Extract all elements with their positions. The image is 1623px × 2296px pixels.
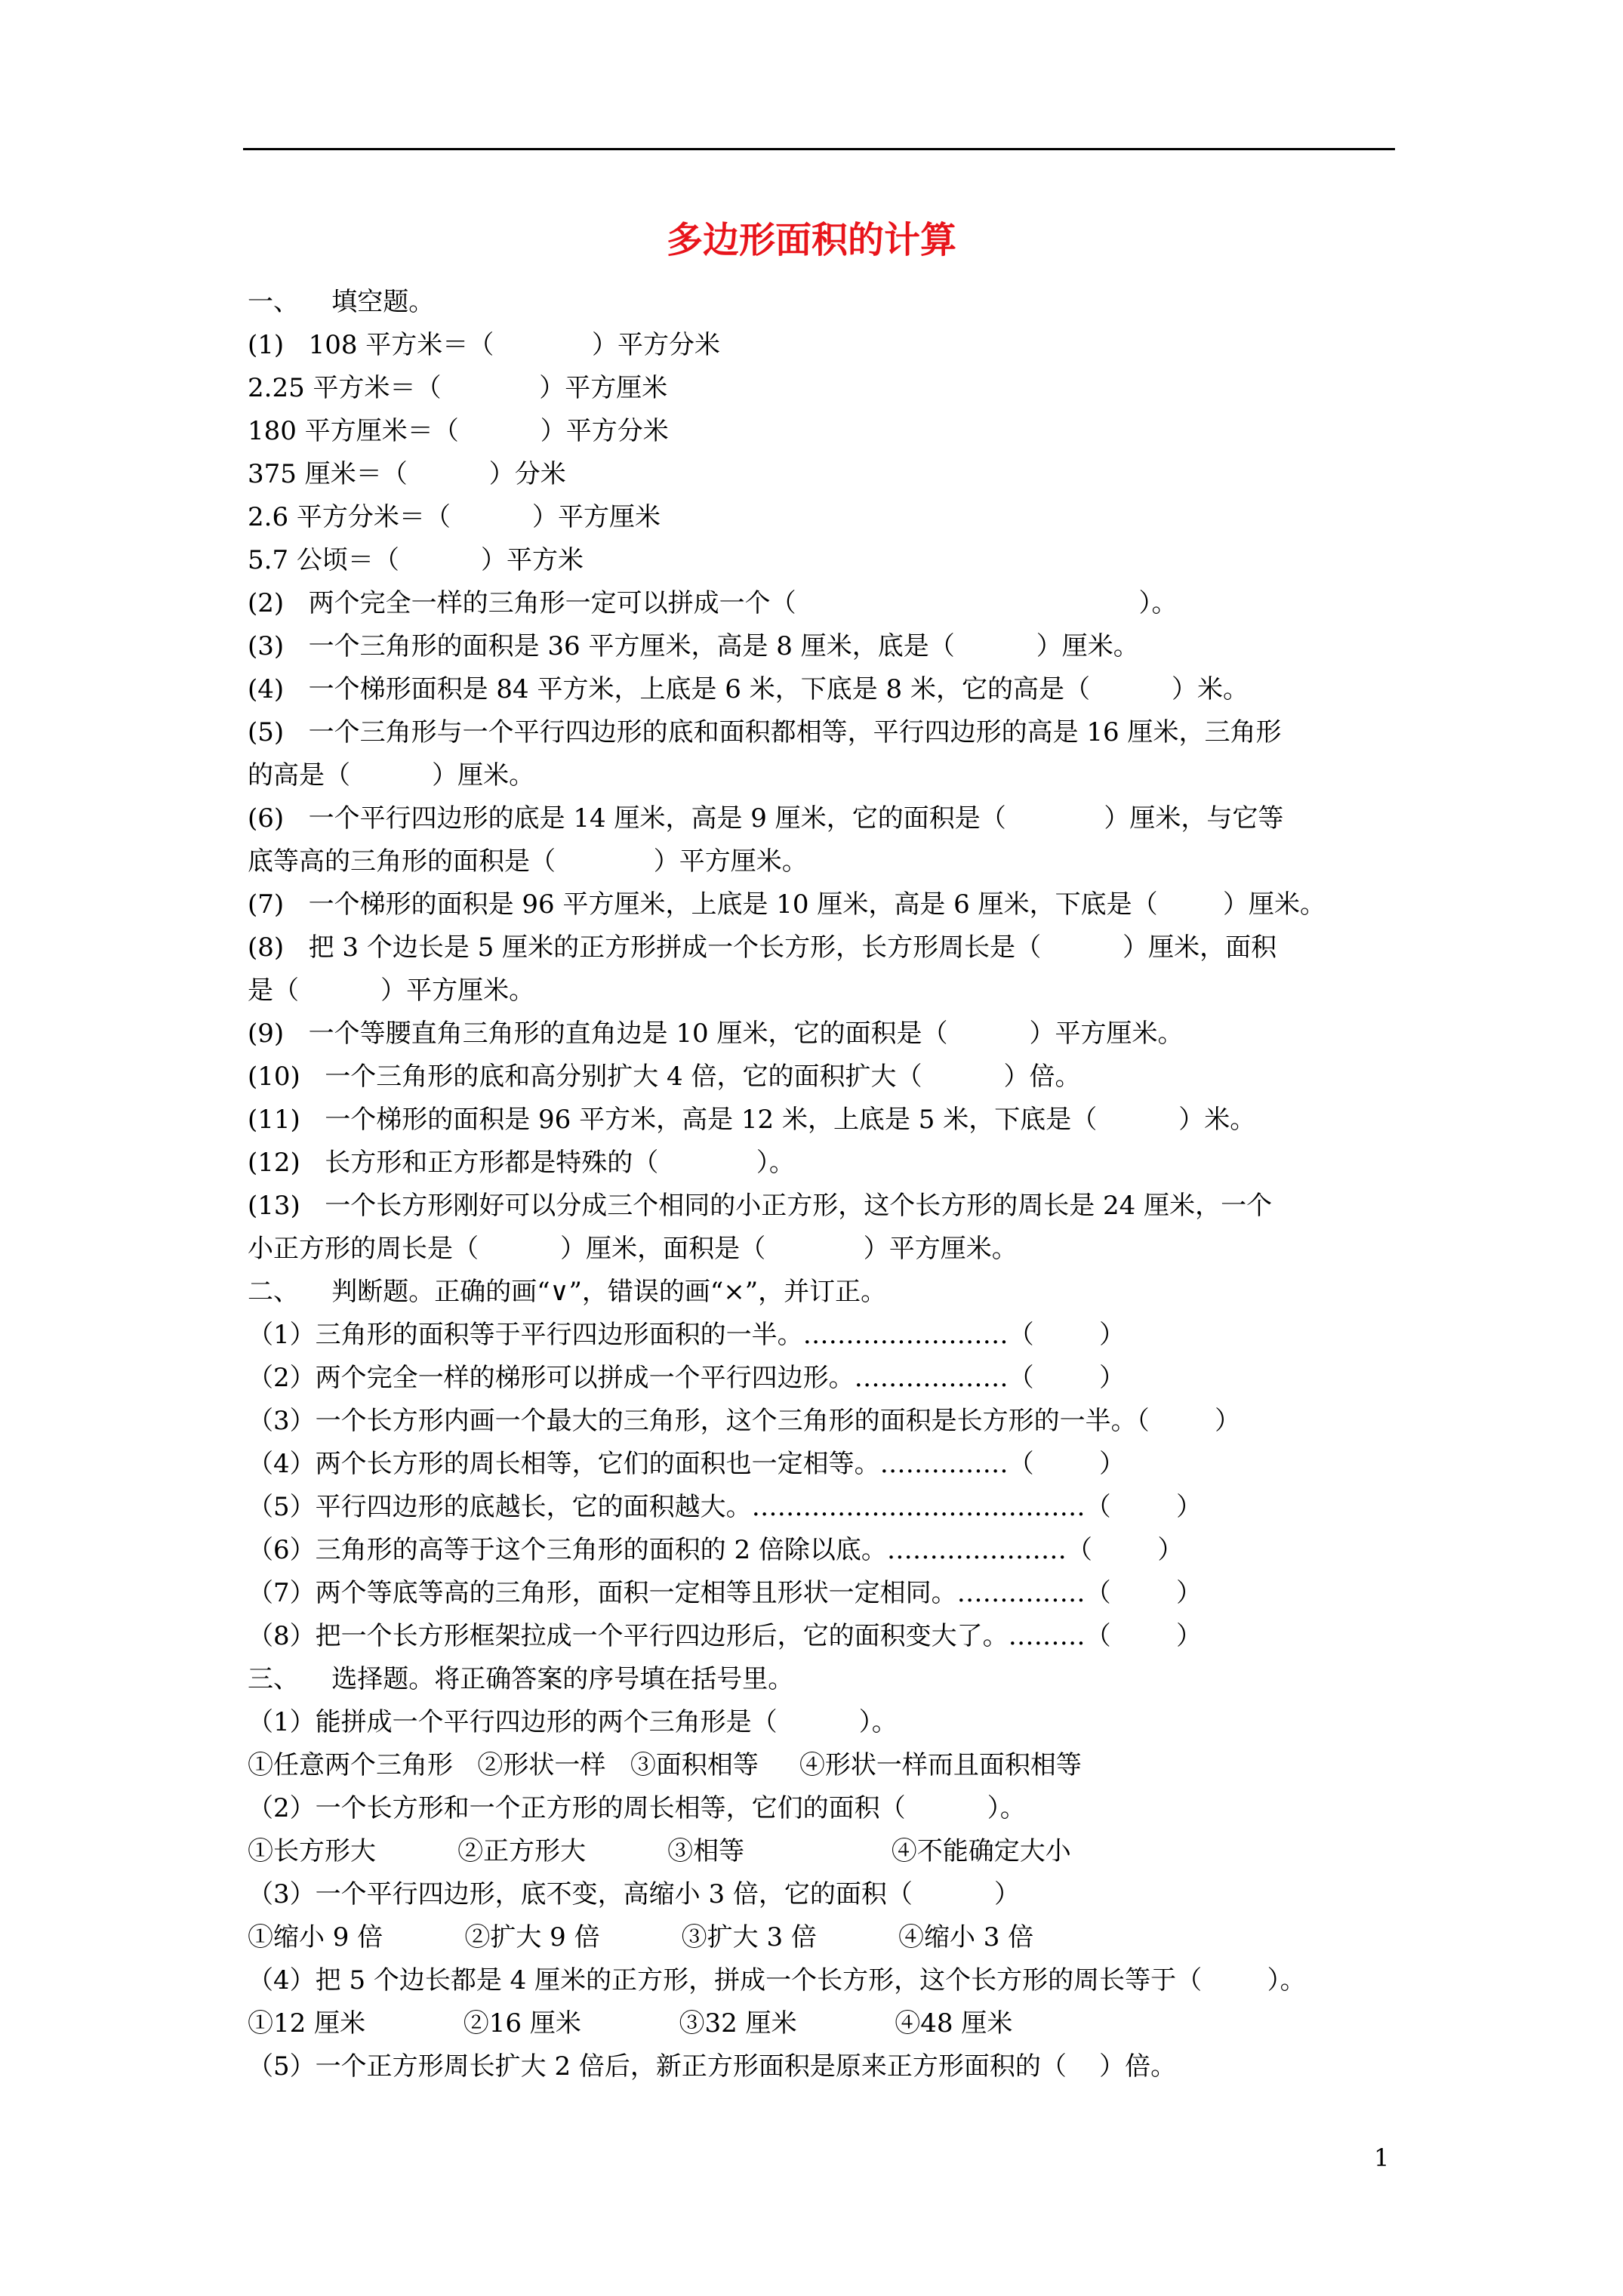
text-line: ①缩小 9 倍 ②扩大 9 倍 ③扩大 3 倍 ④缩小 3 倍 xyxy=(248,1922,1034,1952)
text-line: （3）一个长方形内画一个最大的三角形，这个三角形的面积是长方形的一半。（ ） xyxy=(248,1406,1241,1436)
text-line: （4）把 5 个边长都是 4 厘米的正方形，拼成一个长方形，这个长方形的周长等于（ ）。 xyxy=(248,1965,1306,1996)
text-line: (9) 一个等腰直角三角形的直角边是 10 厘米，它的面积是（ ）平方厘米。 xyxy=(248,1019,1184,1049)
text-line: 是（ ）平方厘米。 xyxy=(248,975,535,1006)
text-line: （3）一个平行四边形，底不变，高缩小 3 倍，它的面积（ ） xyxy=(248,1879,1020,1909)
text-line: 5.7 公顷＝（ ）平方米 xyxy=(248,545,584,575)
text-line: 180 平方厘米＝（ ）平方分米 xyxy=(248,416,669,446)
text-line: (2) 两个完全一样的三角形一定可以拼成一个（ ）。 xyxy=(248,588,1178,618)
text-line: ①任意两个三角形 ②形状一样 ③面积相等 ④形状一样而且面积相等 xyxy=(248,1750,1082,1780)
text-line: （1）能拼成一个平行四边形的两个三角形是（ ）。 xyxy=(248,1707,898,1737)
text-line: （5）平行四边形的底越长，它的面积越大。…………………………………（ ） xyxy=(248,1492,1203,1522)
text-line: （7）两个等底等高的三角形，面积一定相等且形状一定相同。……………（ ） xyxy=(248,1578,1203,1608)
text-line: (10) 一个三角形的底和高分别扩大 4 倍，它的面积扩大（ ）倍。 xyxy=(248,1062,1081,1092)
page-number: 1 xyxy=(1374,2143,1390,2172)
text-line: （2）两个完全一样的梯形可以拼成一个平行四边形。………………（ ） xyxy=(248,1363,1126,1393)
text-line: (12) 长方形和正方形都是特殊的（ ）。 xyxy=(248,1148,795,1178)
text-line: 一、 填空题。 xyxy=(248,287,435,317)
text-line: (6) 一个平行四边形的底是 14 厘米，高是 9 厘米，它的面积是（ ）厘米，与它等 xyxy=(248,803,1284,834)
text-line: (8) 把 3 个边长是 5 厘米的正方形拼成一个长方形，长方形周长是（ ）厘米，面积 xyxy=(248,932,1277,963)
text-line: (4) 一个梯形面积是 84 平方米，上底是 6 米，下底是 8 米，它的高是（ ）米。 xyxy=(248,674,1249,704)
page-title: 多边形面积的计算 xyxy=(666,219,956,261)
text-line: 2.6 平方分米＝（ ）平方厘米 xyxy=(248,502,661,532)
text-line: (3) 一个三角形的面积是 36 平方厘米，高是 8 厘米，底是（ ）厘米。 xyxy=(248,631,1139,661)
text-line: 二、 判断题。正确的画“∨”，错误的画“×”，并订正。 xyxy=(248,1277,887,1307)
text-line: （8）把一个长方形框架拉成一个平行四边形后，它的面积变大了。………（ ） xyxy=(248,1621,1203,1651)
text-line: 底等高的三角形的面积是（ ）平方厘米。 xyxy=(248,846,808,877)
text-line: （2）一个长方形和一个正方形的周长相等，它们的面积（ ）。 xyxy=(248,1793,1026,1823)
header-rule xyxy=(243,148,1395,150)
text-line: （6）三角形的高等于这个三角形的面积的 2 倍除以底。…………………（ ） xyxy=(248,1535,1184,1565)
text-line: (5) 一个三角形与一个平行四边形的底和面积都相等，平行四边形的高是 16 厘米，三角形 xyxy=(248,717,1282,747)
text-line: ①12 厘米 ②16 厘米 ③32 厘米 ④48 厘米 xyxy=(248,2008,1013,2039)
text-line: （4）两个长方形的周长相等，它们的面积也一定相等。……………（ ） xyxy=(248,1449,1126,1479)
text-line: 375 厘米＝（ ）分米 xyxy=(248,459,566,489)
document-body xyxy=(248,281,1395,2088)
text-line: （1）三角形的面积等于平行四边形面积的一半。……………………（ ） xyxy=(248,1320,1126,1350)
text-line: (11) 一个梯形的面积是 96 平方米，高是 12 米，上底是 5 米，下底是（ ）米。 xyxy=(248,1105,1256,1135)
text-line: 的高是（ ）厘米。 xyxy=(248,760,535,791)
text-line: (13) 一个长方形刚好可以分成三个相同的小正方形，这个长方形的周长是 24 厘米，一个 xyxy=(248,1191,1273,1221)
text-line: （5）一个正方形周长扩大 2 倍后，新正方形面积是原来正方形面积的（ ）倍。 xyxy=(248,2051,1177,2082)
text-line: 小正方形的周长是（ ）厘米，面积是（ ）平方厘米。 xyxy=(248,1234,1018,1264)
text-line: (7) 一个梯形的面积是 96 平方厘米，上底是 10 厘米，高是 6 厘米，下底是（ ）厘米。 xyxy=(248,889,1326,920)
text-line: 三、 选择题。将正确答案的序号填在括号里。 xyxy=(248,1664,794,1694)
text-line: 2.25 平方米＝（ ）平方厘米 xyxy=(248,373,668,403)
text-line: (1) 108 平方米＝（ ）平方分米 xyxy=(248,330,720,360)
text-line: ①长方形大 ②正方形大 ③相等 ④不能确定大小 xyxy=(248,1836,1071,1866)
